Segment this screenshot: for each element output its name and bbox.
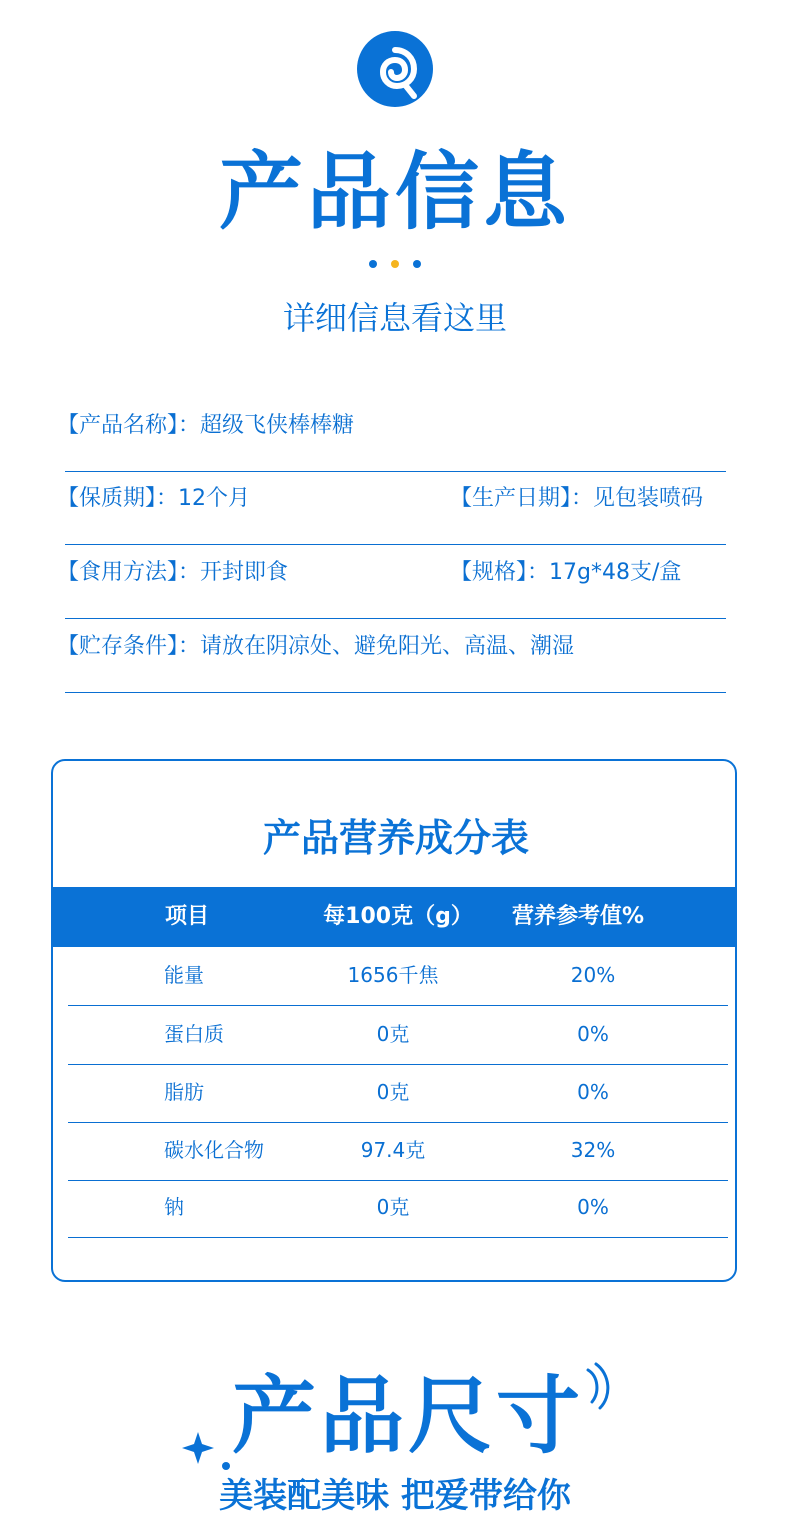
sparkle-icon: [178, 1428, 238, 1472]
cell-item: 脂肪: [164, 1080, 204, 1104]
header-per100: 每100克（g）: [323, 904, 473, 929]
cell-per100: 97.4克: [360, 1138, 426, 1162]
cell-item: 钠: [164, 1195, 184, 1219]
page-subtitle: 详细信息看这里: [282, 299, 507, 337]
header-nrv: 营养参考值%: [511, 904, 645, 929]
nutrition-title: 产品营养成分表: [262, 816, 529, 860]
header-item: 项目: [165, 904, 210, 929]
dot: [391, 260, 399, 268]
nutrition-table-header: [53, 887, 737, 947]
info-row-shelf-date: [57, 471, 726, 545]
cell-item: 能量: [164, 963, 204, 987]
cell-per100: 1656千焦: [347, 963, 439, 987]
table-row: [68, 1064, 728, 1123]
lollipop-logo-icon: [356, 30, 434, 108]
cell-per100: 0克: [376, 1080, 410, 1104]
cell-per100: 0克: [376, 1195, 410, 1219]
dot: [413, 260, 421, 268]
cell-nrv: 0%: [577, 1080, 609, 1104]
table-row: [68, 1179, 728, 1238]
cell-nrv: 0%: [577, 1022, 609, 1046]
size-subtitle: 美装配美味 把爱带给你: [219, 1476, 571, 1516]
info-label: 【产品名称】：: [57, 413, 201, 438]
table-row: [68, 947, 728, 1006]
cell-item: 碳水化合物: [164, 1138, 264, 1162]
info-value: 超级飞侠棒棒糖: [200, 413, 355, 438]
info-label: 【食用方法】：: [57, 560, 201, 585]
info-value: 开封即食: [200, 560, 289, 585]
table-row: [68, 1006, 728, 1065]
info-value: 12个月: [178, 486, 251, 511]
info-row-usage-spec: [57, 545, 726, 619]
sound-arcs-icon: [584, 1362, 614, 1410]
info-label: 【规格】：: [450, 560, 550, 585]
info-label: 【生产日期】：: [450, 486, 594, 511]
nutrition-card: [51, 759, 737, 1282]
info-value: 请放在阴凉处、避免阳光、高温、潮湿: [200, 634, 575, 659]
title-divider-dots: [0, 260, 790, 268]
dot: [369, 260, 377, 268]
info-row-storage: [57, 619, 726, 693]
cell-nrv: 32%: [570, 1138, 616, 1162]
info-value: 见包装喷码: [593, 486, 704, 511]
cell-nrv: 0%: [577, 1195, 609, 1219]
cell-item: 蛋白质: [164, 1022, 224, 1046]
cell-per100: 0克: [376, 1022, 410, 1046]
page-title: 产品信息: [218, 143, 571, 241]
size-title: 产品尺寸: [232, 1367, 585, 1465]
cell-nrv: 20%: [570, 963, 616, 987]
info-label: 【保质期】：: [57, 486, 179, 511]
table-row: [68, 1122, 728, 1181]
info-row-name: [57, 398, 726, 472]
info-label: 【贮存条件】：: [57, 634, 201, 659]
info-value: 17g*48支/盒: [549, 560, 682, 585]
